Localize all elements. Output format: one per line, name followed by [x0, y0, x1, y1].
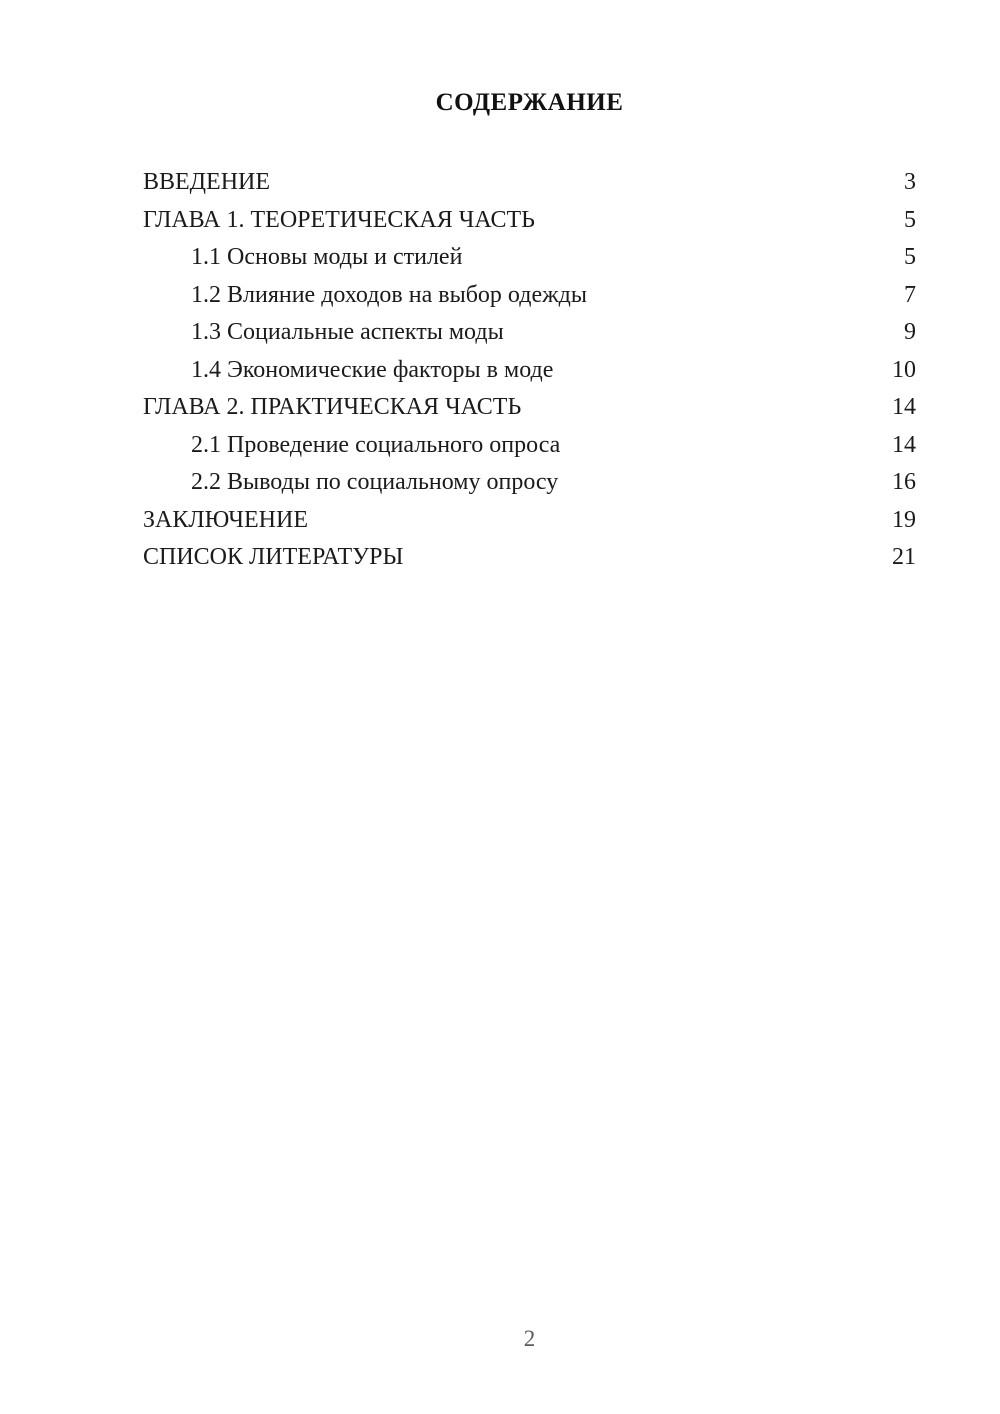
toc-entry — [143, 239, 916, 277]
toc-entry-label: ГЛАВА 2. ПРАКТИЧЕСКАЯ ЧАСТЬ — [143, 394, 522, 420]
toc-entry-label: СПИСОК ЛИТЕРАТУРЫ — [143, 544, 404, 570]
toc-entry-page-number: 5 — [904, 244, 916, 270]
toc-entry-page-number: 9 — [904, 319, 916, 345]
toc-entry — [143, 352, 916, 390]
toc-entry-page-number: 19 — [892, 506, 916, 533]
toc-entry — [143, 164, 916, 202]
toc-entry — [143, 277, 916, 315]
toc-entry-label: ВВЕДЕНИЕ — [143, 169, 271, 195]
toc-entry-page-number: 14 — [892, 431, 916, 458]
toc-entry-page-number: 5 — [904, 206, 916, 233]
page-title: СОДЕРЖАНИЕ — [435, 89, 624, 116]
toc-entry-label: 1.2 Влияние доходов на выбор одежды — [191, 281, 588, 308]
toc-entry — [143, 389, 916, 427]
toc-entry-label: 1.3 Социальные аспекты моды — [191, 319, 504, 345]
toc-entry-page-number: 7 — [904, 281, 916, 308]
toc-entry-label: ГЛАВА 1. ТЕОРЕТИЧЕСКАЯ ЧАСТЬ — [143, 206, 535, 233]
toc-entry-label: 2.2 Выводы по социальному опросу — [191, 469, 559, 495]
toc-entry-label: ЗАКЛЮЧЕНИЕ — [143, 506, 308, 533]
toc-entry-label: 1.1 Основы моды и стилей — [191, 244, 463, 270]
toc-entry — [143, 202, 916, 240]
toc-entry-page-number: 3 — [904, 169, 916, 195]
page-content — [143, 0, 916, 577]
toc-entry-label: 1.4 Экономические факторы в моде — [191, 356, 554, 383]
toc-entry-page-number: 10 — [892, 356, 916, 383]
toc-entry-page-number: 14 — [892, 394, 916, 420]
toc-entry — [143, 539, 916, 577]
table-of-contents — [143, 164, 916, 577]
toc-entry — [143, 427, 916, 465]
toc-entry-page-number: 16 — [892, 469, 916, 495]
toc-entry — [143, 314, 916, 352]
toc-entry-label: 2.1 Проведение социального опроса — [191, 431, 561, 458]
toc-entry — [143, 502, 916, 540]
footer-page-number: 2 — [523, 1326, 536, 1351]
toc-entry-page-number: 21 — [892, 544, 916, 570]
toc-entry — [143, 464, 916, 502]
